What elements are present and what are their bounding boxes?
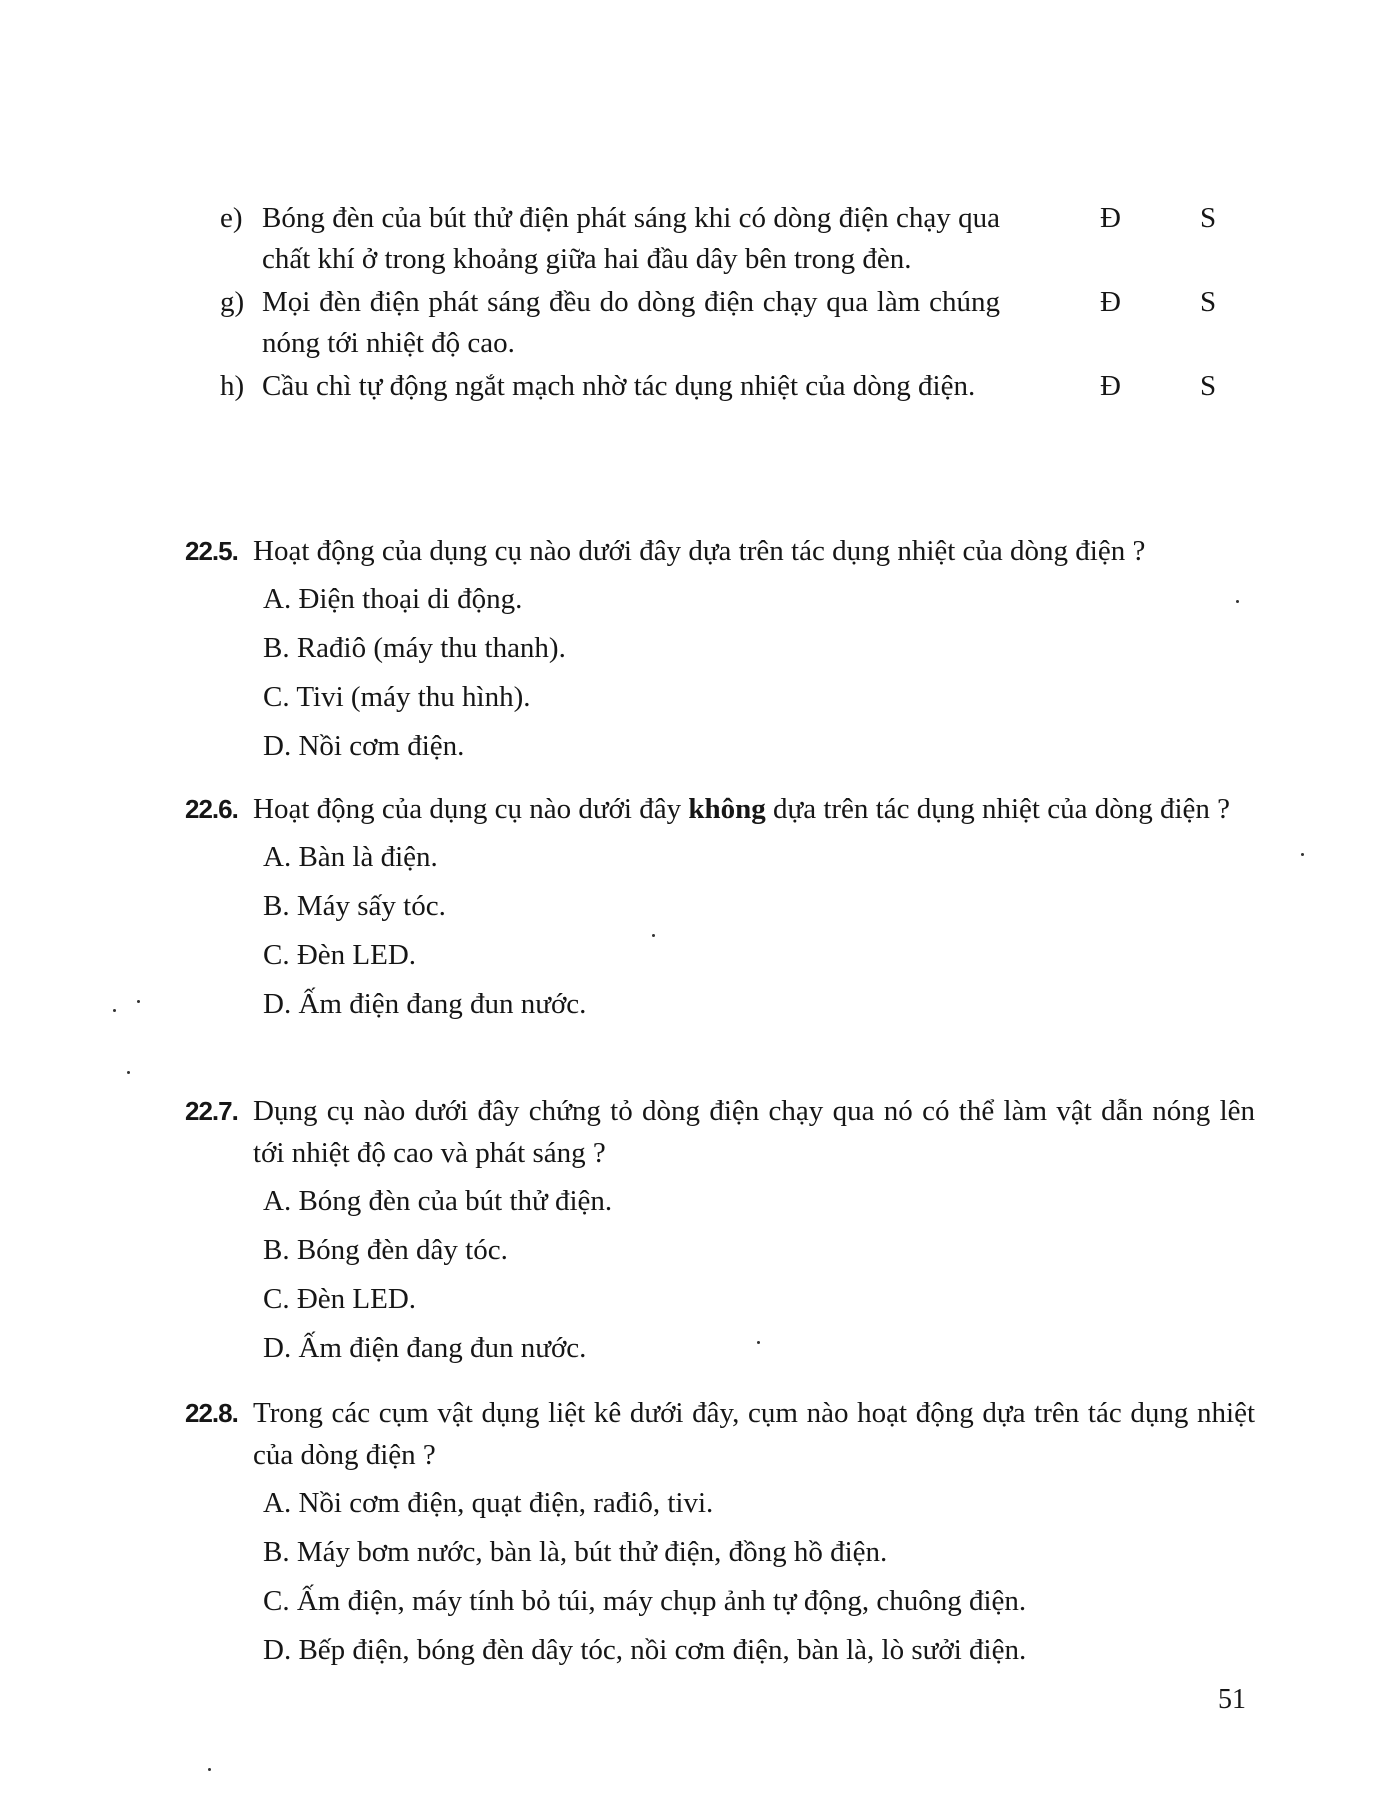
option-b: B. Máy bơm nước, bàn là, bút thử điện, đồng hồ điện. xyxy=(263,1536,888,1568)
false-mark: S xyxy=(1200,370,1217,402)
scan-speck xyxy=(113,1009,116,1012)
question-22-8 xyxy=(185,1392,1255,1675)
option-a: A. Nồi cơm điện, quạt điện, rađiô, tivi. xyxy=(263,1487,714,1519)
statement-text: Cầu chì tự động ngắt mạch nhờ tác dụng nhiệt của dòng điện. xyxy=(262,370,976,402)
statement-h xyxy=(220,366,1240,407)
scan-speck xyxy=(757,1341,760,1344)
scan-speck xyxy=(208,1768,211,1771)
scan-speck xyxy=(652,934,655,937)
scan-speck xyxy=(1236,600,1239,603)
question-stem: Hoạt động của dụng cụ nào dưới đây dựa trên tác dụng nhiệt của dòng điện ? xyxy=(253,535,1146,567)
statement-e xyxy=(220,198,1240,279)
question-22-6 xyxy=(185,788,1255,1029)
option-b: B. Rađiô (máy thu thanh). xyxy=(263,632,566,664)
stem-bold-word: không xyxy=(688,793,766,825)
option-a: A. Điện thoại di động. xyxy=(263,583,523,615)
option-d: D. Bếp điện, bóng đèn dây tóc, nồi cơm điện, bàn là, lò sưởi điện. xyxy=(263,1634,1027,1666)
question-stem: Trong các cụm vật dụng liệt kê dưới đây, cụm nào hoạt động dựa trên tác dụng nhiệt của dòng điện ? xyxy=(253,1397,1255,1471)
stem-part: dựa trên tác dụng nhiệt của dòng điện ? xyxy=(772,793,1230,825)
statement-text: Bóng đèn của bút thử điện phát sáng khi có dòng điện chạy qua chất khí ở trong khoảng giữa hai đầu dây bên trong đèn. xyxy=(262,202,1000,275)
stem-part: Hoạt động của dụng cụ nào dưới đây xyxy=(253,793,682,825)
question-number: 22.6. xyxy=(185,794,238,824)
question-number: 22.7. xyxy=(185,1096,238,1126)
question-stem: Dụng cụ nào dưới đây chứng tỏ dòng điện chạy qua nó có thể làm vật dẫn nóng lên tới nhiệt độ cao và phát sáng ? xyxy=(253,1095,1255,1169)
option-c: C. Đèn LED. xyxy=(263,1283,417,1315)
scan-speck xyxy=(1301,853,1304,856)
question-number: 22.5. xyxy=(185,536,238,566)
option-d: D. Nồi cơm điện. xyxy=(263,730,465,762)
scan-speck xyxy=(127,1071,130,1074)
true-mark: Đ xyxy=(1100,286,1121,318)
false-mark: S xyxy=(1200,286,1217,318)
false-mark: S xyxy=(1200,202,1217,234)
question-number: 22.8. xyxy=(185,1398,238,1428)
option-c: C. Tivi (máy thu hình). xyxy=(263,681,531,713)
option-d: D. Ấm điện đang đun nước. xyxy=(263,1332,587,1364)
option-a: A. Bóng đèn của bút thử điện. xyxy=(263,1185,613,1217)
statement-label: h) xyxy=(220,370,245,402)
statement-label: g) xyxy=(220,286,245,318)
question-stem xyxy=(253,788,1255,830)
option-d: D. Ấm điện đang đun nước. xyxy=(263,988,587,1020)
true-false-block xyxy=(220,198,1240,410)
true-mark: Đ xyxy=(1100,370,1121,402)
statement-label: e) xyxy=(220,202,243,234)
scan-speck xyxy=(137,1000,140,1003)
option-b: B. Máy sấy tóc. xyxy=(263,890,446,922)
option-c: C. Ấm điện, máy tính bỏ túi, máy chụp ảnh tự động, chuông điện. xyxy=(263,1585,1027,1617)
statement-text: Mọi đèn điện phát sáng đều do dòng điện chạy qua làm chúng nóng tới nhiệt độ cao. xyxy=(262,286,1000,359)
option-a: A. Bàn là điện. xyxy=(263,841,438,873)
statement-g xyxy=(220,282,1240,363)
option-c: C. Đèn LED. xyxy=(263,939,417,971)
question-22-5 xyxy=(185,530,1255,771)
page-number: 51 xyxy=(1218,1684,1246,1715)
option-b: B. Bóng đèn dây tóc. xyxy=(263,1234,508,1266)
true-mark: Đ xyxy=(1100,202,1121,234)
question-22-7 xyxy=(185,1090,1255,1373)
